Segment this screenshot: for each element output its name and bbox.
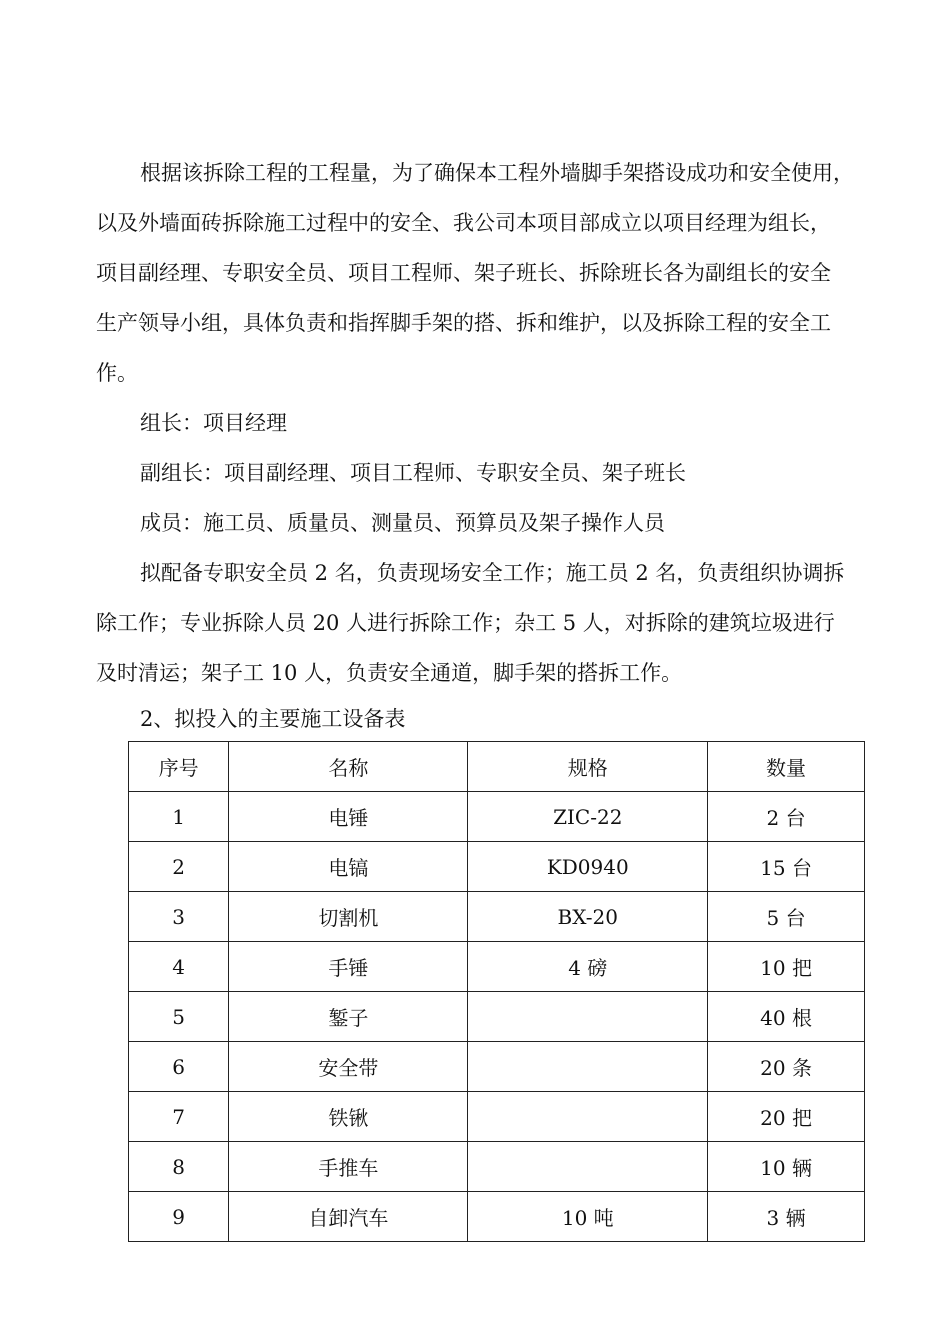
cell-number: 3 [129, 892, 229, 942]
equipment-table [128, 741, 865, 1242]
cell-name: 錾子 [229, 992, 468, 1042]
text-line: 及时清运；架子工 10 人，负责安全通道，脚手架的搭拆工作。 [96, 661, 683, 685]
cell-spec: 4 磅 [468, 942, 708, 992]
cell-spec [468, 1142, 708, 1192]
cell-number: 4 [129, 942, 229, 992]
cell-spec: 10 吨 [468, 1192, 708, 1242]
cell-number: 5 [129, 992, 229, 1042]
body-text [96, 148, 896, 698]
paragraph-organization [96, 148, 896, 398]
text-line: 除工作；专业拆除人员 20 人进行拆除工作；杂工 5 人，对拆除的建筑垃圾进行 [96, 611, 835, 635]
cell-number: 7 [129, 1092, 229, 1142]
table-header-row [129, 742, 865, 792]
cell-quantity: 3 辆 [708, 1192, 865, 1242]
cell-quantity: 2 台 [708, 792, 865, 842]
cell-number: 1 [129, 792, 229, 842]
table-row [129, 992, 865, 1042]
cell-name: 电锤 [229, 792, 468, 842]
cell-name: 电镐 [229, 842, 468, 892]
text-line: 作。 [96, 361, 138, 385]
text-line: 拟配备专职安全员 2 名，负责现场安全工作；施工员 2 名，负责组织协调拆 [140, 561, 845, 585]
cell-spec: BX-20 [468, 892, 708, 942]
cell-number: 2 [129, 842, 229, 892]
cell-number: 8 [129, 1142, 229, 1192]
text-line: 以及外墙面砖拆除施工过程中的安全、我公司本项目部成立以项目经理为组长， [96, 211, 831, 235]
cell-spec: KD0940 [468, 842, 708, 892]
table-row [129, 842, 865, 892]
paragraph-staffing [96, 548, 896, 698]
leader-line: 组长：项目经理 [140, 411, 287, 435]
deputy-leader-line: 副组长：项目副经理、项目工程师、专职安全员、架子班长 [140, 461, 686, 485]
cell-quantity: 20 条 [708, 1042, 865, 1092]
header-cell-name: 名称 [229, 742, 468, 792]
cell-name: 切割机 [229, 892, 468, 942]
header-cell-spec: 规格 [468, 742, 708, 792]
cell-name: 安全带 [229, 1042, 468, 1092]
cell-name: 手锤 [229, 942, 468, 992]
cell-number: 9 [129, 1192, 229, 1242]
table-row [129, 1142, 865, 1192]
cell-quantity: 15 台 [708, 842, 865, 892]
header-cell-number: 序号 [129, 742, 229, 792]
cell-number: 6 [129, 1042, 229, 1092]
text-line: 项目副经理、专职安全员、项目工程师、架子班长、拆除班长各为副组长的安全 [96, 261, 831, 285]
table-row [129, 792, 865, 842]
cell-name: 手推车 [229, 1142, 468, 1192]
cell-spec: ZIC-22 [468, 792, 708, 842]
table-row [129, 1192, 865, 1242]
cell-quantity: 10 把 [708, 942, 865, 992]
cell-quantity: 10 辆 [708, 1142, 865, 1192]
cell-quantity: 40 根 [708, 992, 865, 1042]
text-line: 根据该拆除工程的工程量，为了确保本工程外墙脚手架搭设成功和安全使用， [140, 161, 854, 185]
cell-quantity: 20 把 [708, 1092, 865, 1142]
cell-name: 铁锹 [229, 1092, 468, 1142]
header-cell-quantity: 数量 [708, 742, 865, 792]
table-row [129, 1042, 865, 1092]
table-row [129, 1092, 865, 1142]
cell-spec [468, 1092, 708, 1142]
table-row [129, 892, 865, 942]
cell-name: 自卸汽车 [229, 1192, 468, 1242]
text-line: 生产领导小组，具体负责和指挥脚手架的搭、拆和维护，以及拆除工程的安全工 [96, 311, 831, 335]
cell-quantity: 5 台 [708, 892, 865, 942]
members-line: 成员：施工员、质量员、测量员、预算员及架子操作人员 [140, 511, 665, 535]
cell-spec [468, 1042, 708, 1092]
table-caption: 2、拟投入的主要施工设备表 [140, 707, 406, 731]
table-row [129, 942, 865, 992]
cell-spec [468, 992, 708, 1042]
